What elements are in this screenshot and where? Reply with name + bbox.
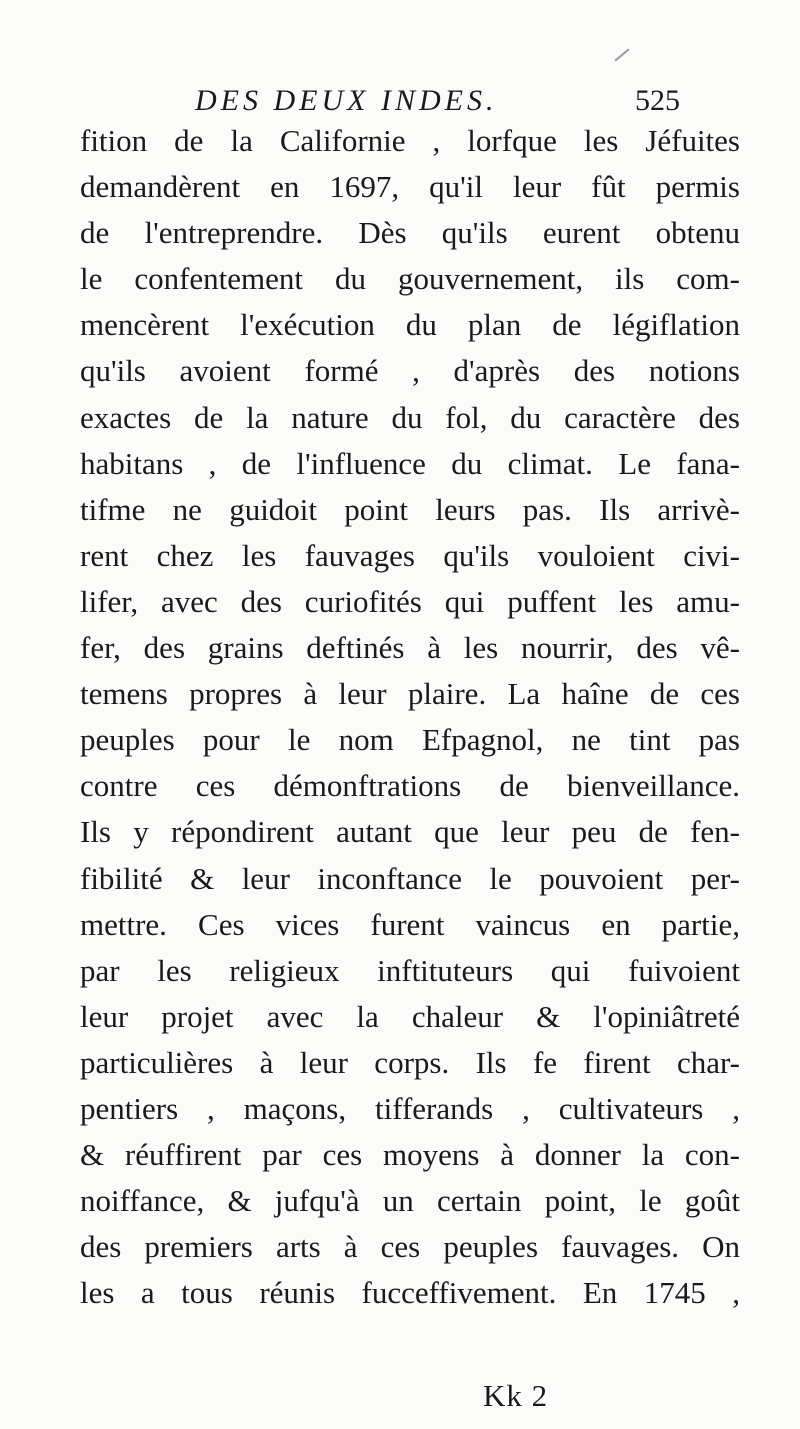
text-line: les a tous réunis fucceffivement. En 1745 , — [80, 1275, 740, 1311]
body-text — [80, 118, 740, 1316]
signature-mark: Kk 2 — [483, 1378, 549, 1413]
text-line: Ils y répondirent autant que leur peu de fen- — [80, 814, 740, 850]
text-line: mencèrent l'exécution du plan de légiflation — [80, 307, 740, 343]
running-title: DES DEUX INDES. — [195, 84, 498, 117]
text-line: tifme ne guidoit point leurs pas. Ils arrivè- — [80, 491, 740, 527]
text-line: le confentement du gouvernement, ils com- — [80, 261, 740, 297]
text-line: exactes de la nature du fol, du caractère des — [80, 399, 740, 435]
text-line: habitans , de l'influence du climat. Le fana- — [80, 445, 740, 481]
text-line: contre ces démonftrations de bienveillance. — [80, 768, 740, 804]
text-line: de l'entreprendre. Dès qu'ils eurent obtenu — [80, 215, 740, 251]
text-line: lifer, avec des curiofités qui puffent les amu- — [80, 583, 740, 619]
text-line: noiffance, & jufqu'à un certain point, le goût — [80, 1183, 740, 1219]
text-line: fibilité & leur inconftance le pouvoient per- — [80, 860, 740, 896]
text-line: qu'ils avoient formé , d'après des notions — [80, 353, 740, 389]
text-line: rent chez les fauvages qu'ils vouloient civi- — [80, 537, 740, 573]
text-line: mettre. Ces vices furent vaincus en partie, — [80, 906, 740, 942]
text-line: peuples pour le nom Efpagnol, ne tint pas — [80, 722, 740, 758]
ink-mark — [614, 48, 629, 61]
text-line: pentiers , maçons, tifferands , cultivateurs , — [80, 1090, 740, 1126]
text-line: par les religieux inftituteurs qui fuivoient — [80, 952, 740, 988]
text-line: temens propres à leur plaire. La haîne de ces — [80, 676, 740, 712]
text-line: & réuffirent par ces moyens à donner la con- — [80, 1137, 740, 1173]
text-line: demandèrent en 1697, qu'il leur fût permis — [80, 169, 740, 205]
text-line: fition de la Californie , lorfque les Jéfuites — [80, 123, 740, 158]
text-line: fer, des grains deftinés à les nourrir, des vê- — [80, 630, 740, 666]
page-number: 525 — [635, 84, 680, 117]
text-line: leur projet avec la chaleur & l'opiniâtreté — [80, 998, 740, 1034]
page-header — [195, 84, 680, 118]
text-line: particulières à leur corps. Ils fe firent char- — [80, 1044, 740, 1080]
text-line: des premiers arts à ces peuples fauvages. On — [80, 1229, 740, 1265]
